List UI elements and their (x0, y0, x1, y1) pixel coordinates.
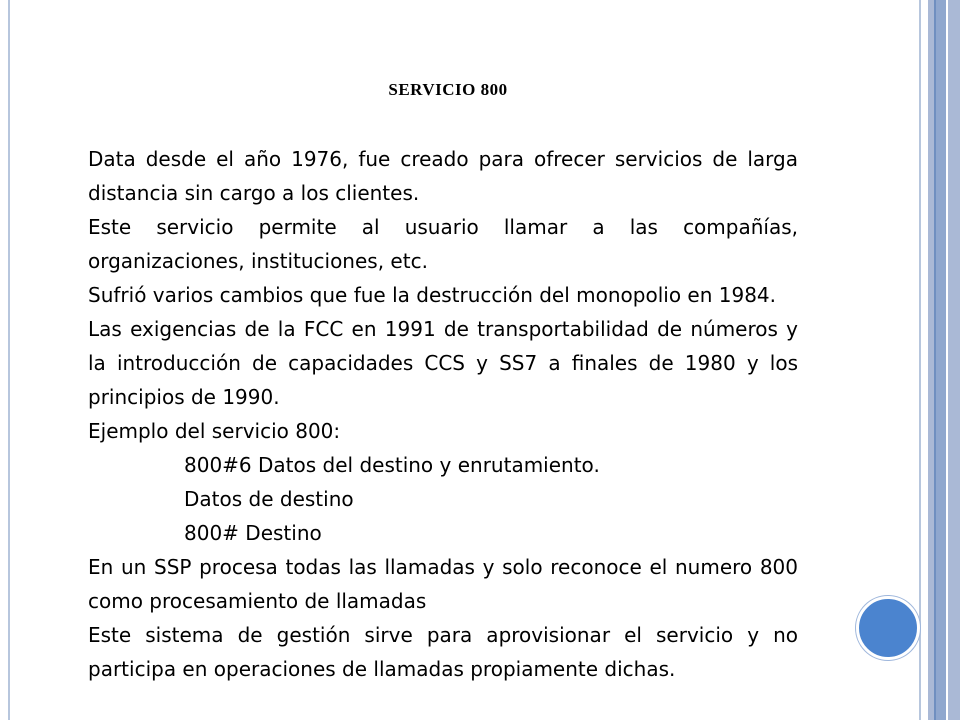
accent-circle (856, 596, 920, 660)
paragraph-fcc: Las exigencias de la FCC en 1991 de transportabilidad de números y la introducción de capacidades CCS y SS7 a finales de 1980 y los principios de 1990. (88, 317, 798, 409)
slide-side-bar (948, 0, 960, 720)
slide-side-bar-divider (934, 0, 936, 720)
slide-body (88, 142, 798, 686)
slide-frame-right-line (919, 0, 921, 720)
paragraph-management: Este sistema de gestión sirve para aprovisionar el servicio y no participa en operaciones de llamadas propiamente dichas. (88, 623, 798, 681)
slide-title-text: SERVICIO 800 (388, 80, 508, 99)
paragraph-history: Data desde el año 1976, fue creado para ofrecer servicios de larga distancia sin cargo a los clientes. (88, 147, 798, 205)
paragraph-changes: Sufrió varios cambios que fue la destrucción del monopolio en 1984. (88, 283, 777, 307)
paragraph-example-heading: Ejemplo del servicio 800: (88, 419, 341, 443)
slide-title (0, 80, 896, 100)
paragraph-purpose: Este servicio permite al usuario llamar a las compañías, organizaciones, instituciones, etc. (88, 215, 798, 273)
slide-side-bar (936, 0, 946, 720)
example-line: 800# Destino (184, 521, 322, 545)
example-line: 800#6 Datos del destino y enrutamiento. (184, 453, 600, 477)
example-line: Datos de destino (184, 487, 354, 511)
paragraph-ssp: En un SSP procesa todas las llamadas y solo reconoce el numero 800 como procesamiento de llamadas (88, 555, 798, 613)
slide-frame-left-line (8, 0, 10, 720)
